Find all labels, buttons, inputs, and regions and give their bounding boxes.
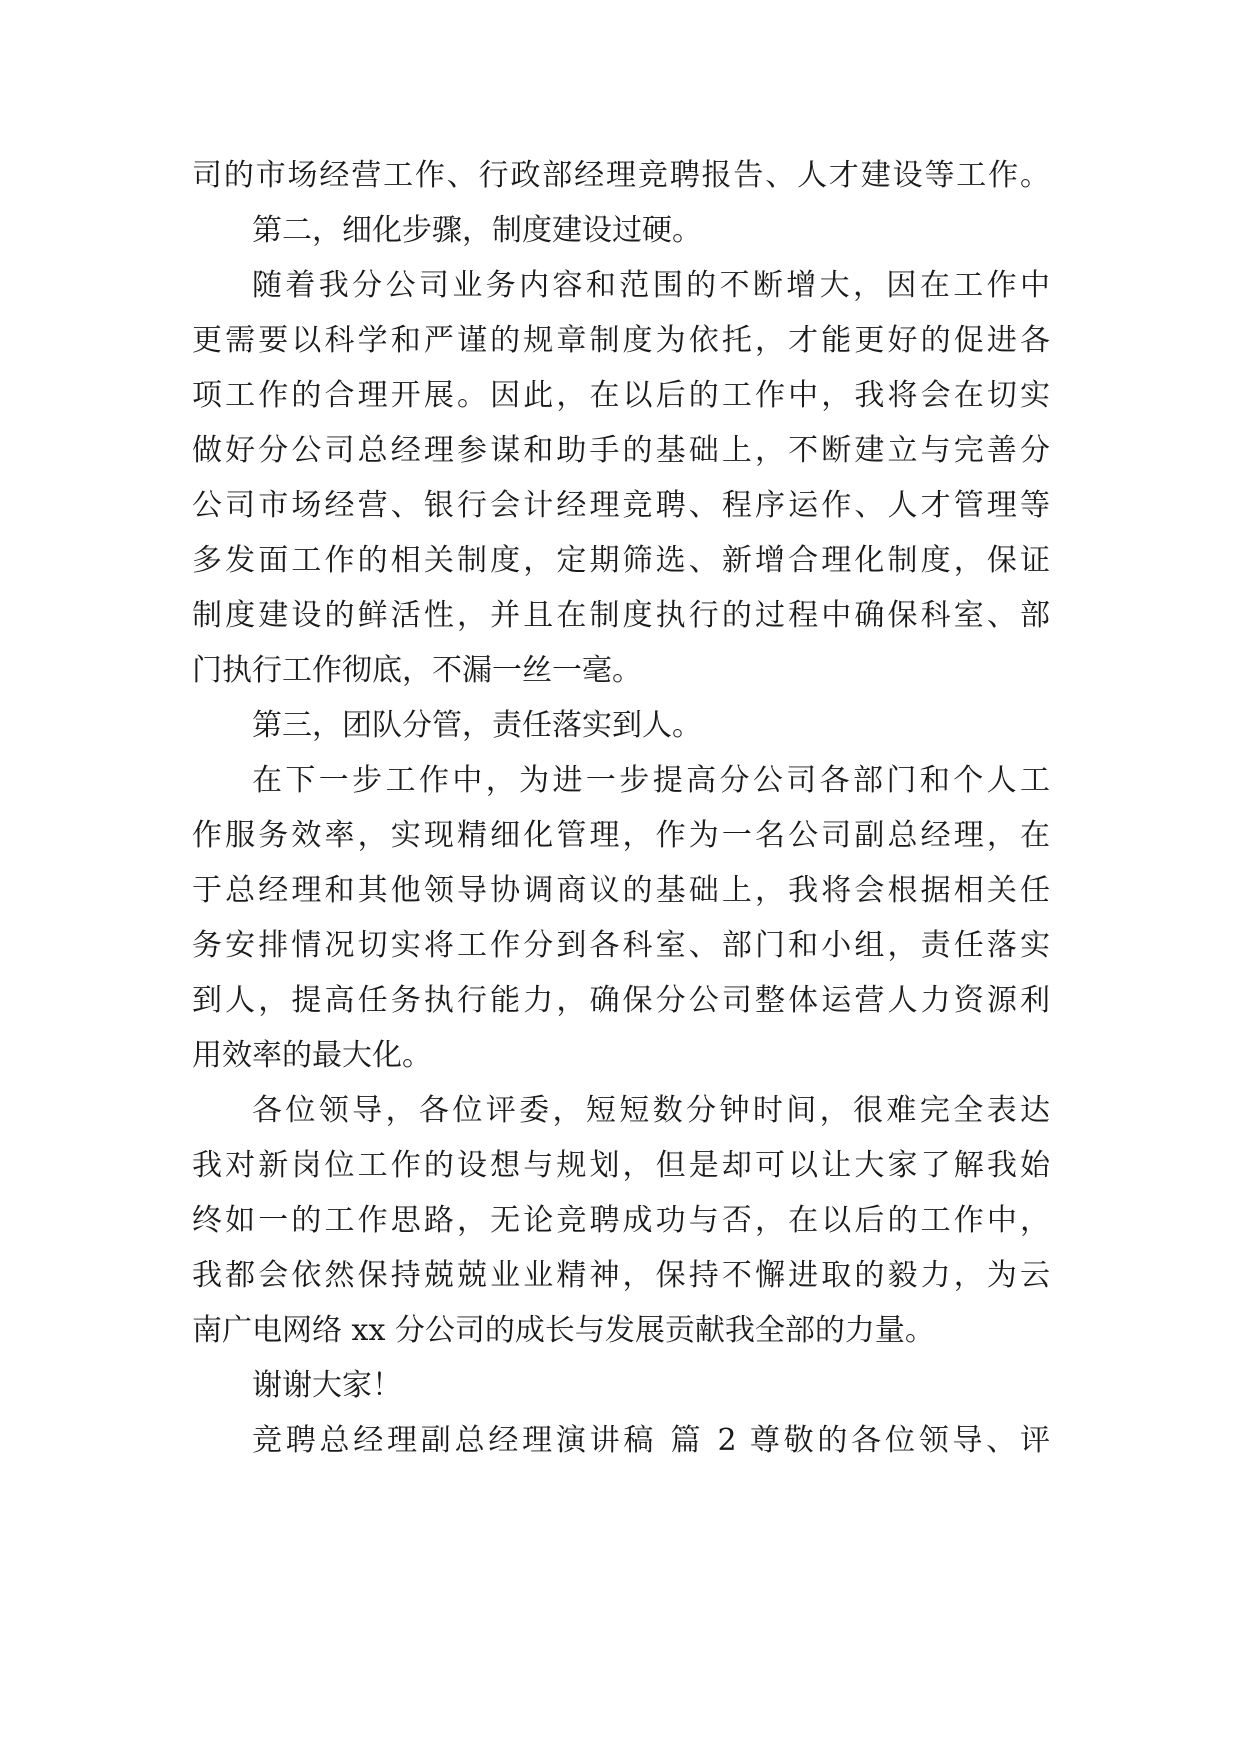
text-line: 我都会依然保持兢兢业业精神，保持不懈进取的毅力，为云 [192, 1258, 1050, 1293]
text-line: 终如一的工作思路，无论竞聘成功与否，在以后的工作中， [192, 1203, 1050, 1238]
text-line: 司的市场经营工作、行政部经理竞聘报告、人才建设等工作。 [192, 158, 1050, 193]
text-line: 用效率的最大化。 [192, 1038, 432, 1073]
text-line: 制度建设的鲜活性，并且在制度执行的过程中确保科室、部 [192, 598, 1050, 633]
text-line: 作服务效率，实现精细化管理，作为一名公司副总经理，在 [192, 818, 1050, 853]
text-line: 随着我分公司业务内容和范围的不断增大，因在工作中 [252, 268, 1050, 303]
text-line: 务安排情况切实将工作分到各科室、部门和小组，责任落实 [192, 928, 1050, 963]
closing-line: 谢谢大家！ [252, 1368, 402, 1403]
text-line: 竞聘总经理副总经理演讲稿 篇 2 尊敬的各位领导、评 [252, 1423, 1050, 1458]
text-line: 于总经理和其他领导协调商议的基础上，我将会根据相关任 [192, 873, 1050, 908]
text-line: 多发面工作的相关制度，定期筛选、新增合理化制度，保证 [192, 543, 1050, 578]
text-line: 更需要以科学和严谨的规章制度为依托，才能更好的促进各 [192, 323, 1050, 358]
text-line: 公司市场经营、银行会计经理竞聘、程序运作、人才管理等 [192, 488, 1050, 523]
section-heading: 第二，细化步骤，制度建设过硬。 [252, 213, 702, 248]
text-line: 项工作的合理开展。因此，在以后的工作中，我将会在切实 [192, 378, 1050, 413]
text-line: 在下一步工作中，为进一步提高分公司各部门和个人工 [252, 763, 1050, 798]
text-line: 到人，提高任务执行能力，确保分公司整体运营人力资源利 [192, 983, 1050, 1018]
text-line: 做好分公司总经理参谋和助手的基础上，不断建立与完善分 [192, 433, 1050, 468]
text-line: 门执行工作彻底，不漏一丝一毫。 [192, 653, 642, 688]
section-heading: 第三，团队分管，责任落实到人。 [252, 708, 702, 743]
text-line: 各位领导，各位评委，短短数分钟时间，很难完全表达 [252, 1093, 1050, 1128]
text-line: 南广电网络 xx 分公司的成长与发展贡献我全部的力量。 [192, 1313, 935, 1348]
text-line: 我对新岗位工作的设想与规划，但是却可以让大家了解我始 [192, 1148, 1050, 1183]
